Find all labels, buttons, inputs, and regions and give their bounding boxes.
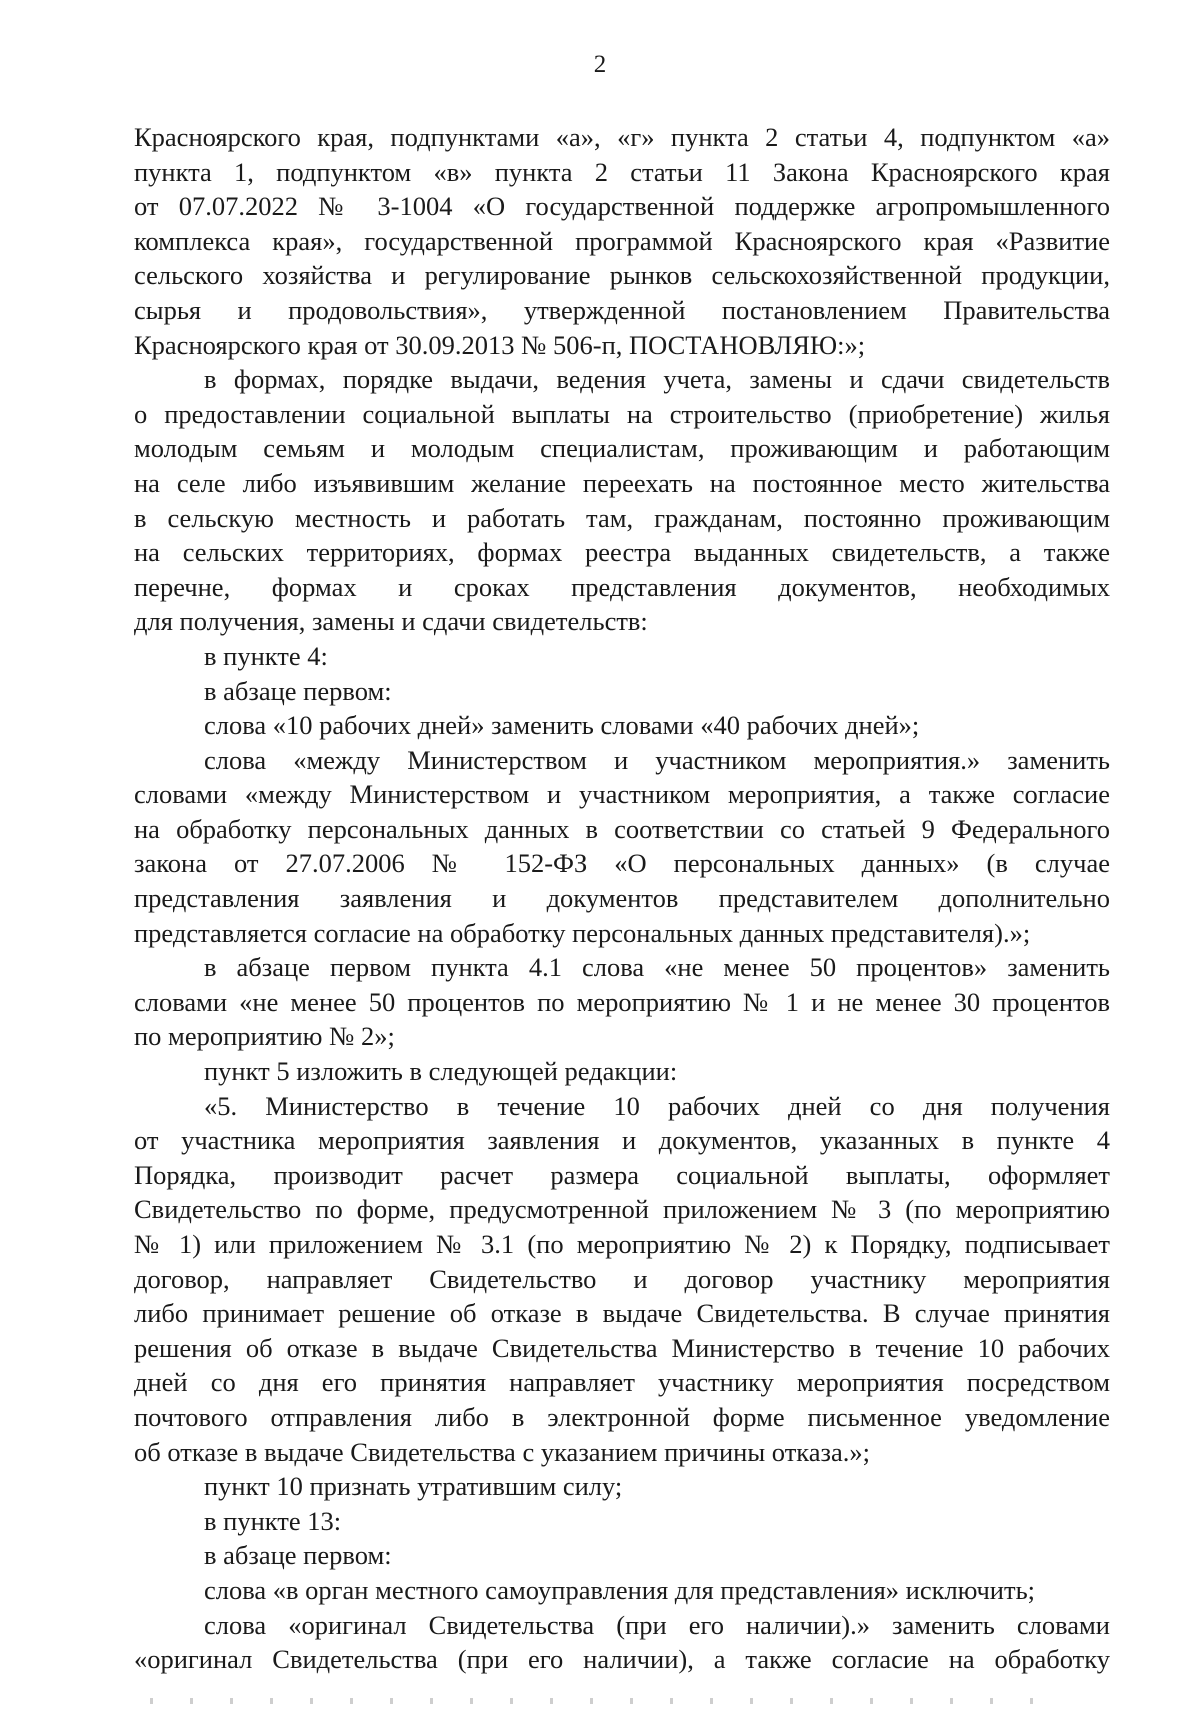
text-line: в пункте 4: (204, 640, 328, 671)
text-line: сельского хозяйства и регулирование рынков сельскохозяйственной продукции, (134, 260, 1110, 291)
text-line: об отказе в выдаче Свидетельства с указанием причины отказа.»; (134, 1436, 870, 1467)
text-line: о предоставлении социальной выплаты на строительство (приобретение) жилья (134, 398, 1110, 429)
text-line: в сельскую местность и работать там, гражданам, постоянно проживающим (134, 502, 1110, 533)
text-line: в пункте 13: (204, 1505, 342, 1536)
text-line: перечне, формах и сроках представления документов, необходимых (134, 571, 1110, 602)
text-line: словами «не менее 50 процентов по мероприятию № 1 и не менее 30 процентов (134, 986, 1110, 1017)
page-number: 2 (593, 51, 607, 78)
text-line: по мероприятию № 2»; (134, 1021, 395, 1052)
text-line: слова «оригинал Свидетельства (при его наличии).» заменить словами (204, 1609, 1110, 1640)
text-line: сырья и продовольствия», утвержденной постановлением Правительства (134, 294, 1110, 325)
text-line: молодым семьям и молодым специалистам, проживающим и работающим (134, 433, 1110, 464)
text-line: представляется согласие на обработку персональных данных представителя).»; (134, 917, 1031, 948)
text-line: представления заявления и документов представителем дополнительно (134, 883, 1110, 914)
text-line: пункт 5 изложить в следующей редакции: (204, 1056, 678, 1087)
text-line: № 1) или приложением № 3.1 (по мероприятию № 2) к Порядку, подписывает (134, 1229, 1110, 1259)
text-line: комплекса края», государственной программой Красноярского края «Развитие (134, 225, 1110, 256)
text-line: Красноярского края от 30.09.2013 № 506-п, ПОСТАНОВЛЯЮ:»; (134, 329, 866, 360)
text-line: для получения, замены и сдачи свидетельств: (134, 606, 648, 637)
text-line: Красноярского края, подпунктами «а», «г» пункта 2 статьи 4, подпунктом «а» (134, 122, 1110, 152)
text-line: от 07.07.2022 № 3-1004 «О государственной поддержке агропромышленного (134, 191, 1110, 222)
text-line: от участника мероприятия заявления и документов, указанных в пункте 4 (134, 1125, 1110, 1156)
text-line: в формах, порядке выдачи, ведения учета, замены и сдачи свидетельств (204, 364, 1110, 395)
text-line: на обработку персональных данных в соответствии со статьей 9 Федерального (134, 813, 1110, 844)
text-line: в абзаце первом пункта 4.1 слова «не менее 50 процентов» заменить (204, 952, 1110, 983)
text-line: пункт 10 признать утратившим силу; (204, 1471, 623, 1502)
text-line: слова «между Министерством и участником мероприятия.» заменить (204, 744, 1110, 775)
text-line: «5. Министерство в течение 10 рабочих дней со дня получения (204, 1090, 1110, 1121)
text-line: договор, направляет Свидетельство и договор участнику мероприятия (134, 1263, 1110, 1294)
text-line: в абзаце первом: (204, 675, 392, 706)
text-line: на селе либо изъявившим желание переехать на постоянное место жительства (134, 467, 1110, 498)
text-line: словами «между Министерством и участником мероприятия, а также согласие (134, 779, 1110, 810)
text-line: Свидетельство по форме, предусмотренной приложением № 3 (по мероприятию (134, 1194, 1110, 1225)
text-line: дней со дня его принятия направляет участнику мероприятия посредством (134, 1367, 1110, 1398)
text-line: почтового отправления либо в электронной форме письменное уведомление (134, 1401, 1110, 1432)
text-line: пункта 1, подпунктом «в» пункта 2 статьи 11 Закона Красноярского края (134, 156, 1110, 187)
text-line: слова «10 рабочих дней» заменить словами «40 рабочих дней»; (204, 710, 920, 741)
text-line: на сельских территориях, формах реестра выданных свидетельств, а также (134, 537, 1110, 568)
text-line: закона от 27.07.2006 № 152-ФЗ «О персональных данных» (в случае (134, 848, 1110, 879)
text-line: Порядка, производит расчет размера социальной выплаты, оформляет (134, 1159, 1110, 1190)
text-line: «оригинал Свидетельства (при его наличии), а также согласие на обработку (134, 1644, 1110, 1675)
text-line: слова «в орган местного самоуправления для представления» исключить; (204, 1574, 1036, 1605)
document-body (134, 120, 1110, 1677)
text-line: либо принимает решение об отказе в выдаче Свидетельства. В случае принятия (134, 1298, 1110, 1329)
scan-artifacts (150, 1698, 1050, 1704)
text-line: в абзаце первом: (204, 1540, 392, 1571)
text-line: решения об отказе в выдаче Свидетельства Министерство в течение 10 рабочих (134, 1332, 1110, 1363)
